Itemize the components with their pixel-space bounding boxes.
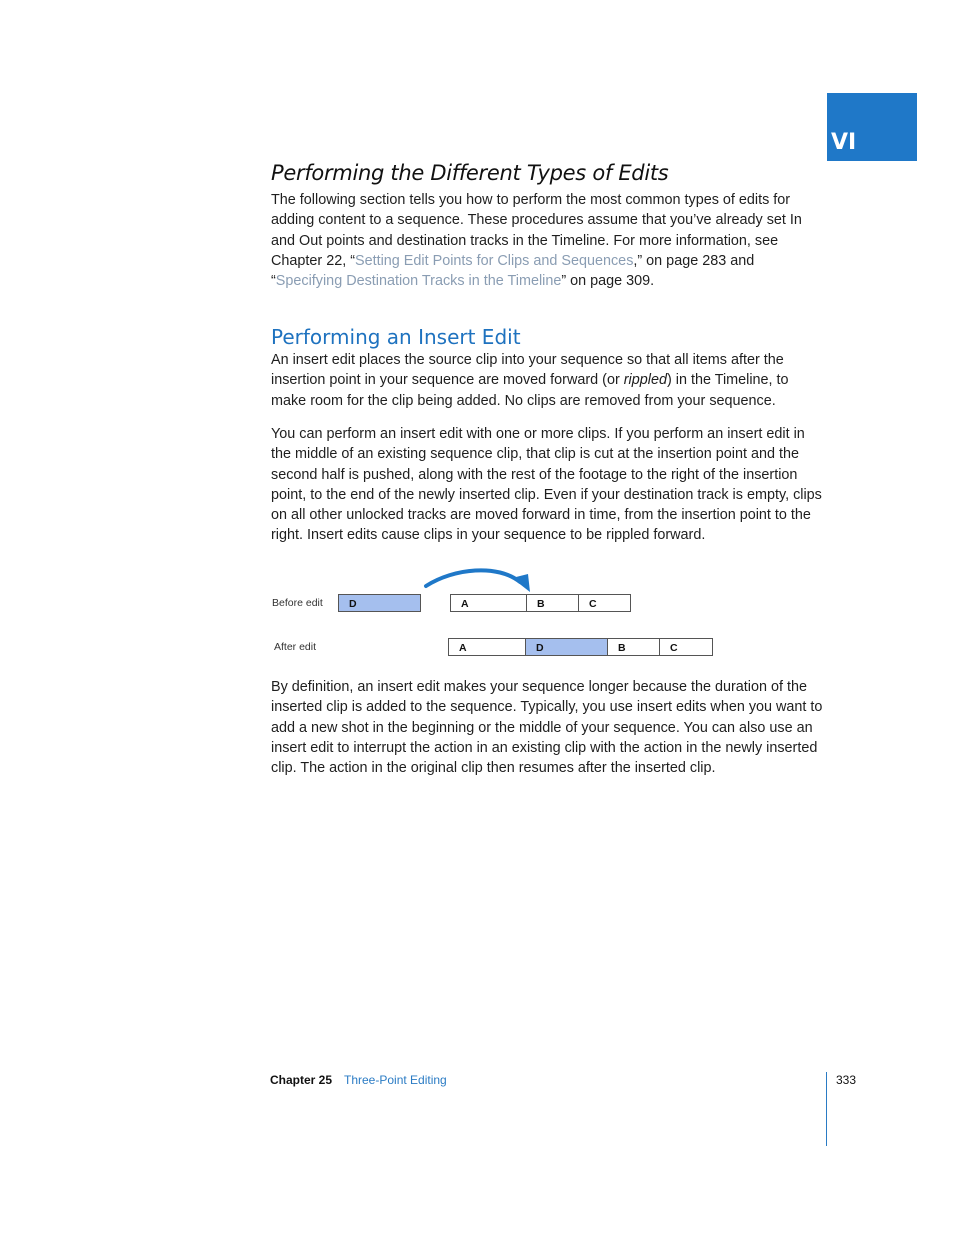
p1-text-1: An insert edit places the source clip into your sequence so that all items after the insertion point in your sequence are moved forward (or xyxy=(271,352,784,389)
footer-divider xyxy=(826,1072,827,1146)
after-clip-a xyxy=(448,638,526,656)
insert-edit-paragraph-2 xyxy=(271,424,826,546)
before-clip-a xyxy=(450,594,527,612)
after-inserted-clip-d xyxy=(525,638,608,656)
clip-label: D xyxy=(536,642,544,654)
insert-edit-diagram xyxy=(260,560,740,665)
before-edit-label: Before edit xyxy=(272,597,323,609)
link-specifying-destination-tracks[interactable]: Specifying Destination Tracks in the Timeline xyxy=(275,273,562,290)
paragraph-text xyxy=(271,350,826,411)
clip-label: B xyxy=(537,598,545,610)
page-number: 333 xyxy=(836,1073,857,1087)
footer-chapter-title-link[interactable]: Three-Point Editing xyxy=(344,1073,447,1087)
intro-text-3: ” on page 309. xyxy=(561,273,655,290)
clip-label: A xyxy=(461,598,469,610)
intro-text-2: ,” on page 283 and “ xyxy=(271,252,755,290)
subsection-title: Performing an Insert Edit xyxy=(271,325,521,349)
after-clip-b xyxy=(607,638,660,656)
paragraph-text: You can perform an insert edit with one or more clips. If you perform an insert edit in the middle of an existing sequence clip, that clip is cut at the insertion point and the second half is pushed, along with the rest of the footage to the right of the insertion point, to the end of the newly inserted clip. Even if your destination track is empty, clips on all other unlocked tracks are moved forward in time, from the insertion point to the right. Insert edits cause clips in your sequence to be rippled forward. xyxy=(271,426,822,544)
part-tab xyxy=(827,93,917,161)
clip-label: B xyxy=(618,642,626,654)
before-source-clip-d xyxy=(338,594,421,612)
clip-label: C xyxy=(589,598,597,610)
before-clip-b xyxy=(526,594,579,612)
paragraph-text: By definition, an insert edit makes your sequence longer because the duration of the inserted clip is added to the sequence. Typically, you use insert edits when you want to add a new shot in the beginning or the middle of your sequence. You can also use an insert edit to interrupt the action in an existing clip with the action in the newly inserted clip. The action in the original clip then resumes after the inserted clip. xyxy=(271,679,823,777)
ripple-arrow-icon xyxy=(420,562,540,596)
clip-label: C xyxy=(670,642,678,654)
clip-label: A xyxy=(459,642,467,654)
section-title: Performing the Different Types of Edits xyxy=(271,161,669,185)
link-setting-edit-points[interactable]: Setting Edit Points for Clips and Sequences xyxy=(355,252,634,269)
insert-edit-paragraph-1 xyxy=(271,350,826,411)
after-edit-label: After edit xyxy=(274,641,317,653)
intro-paragraph xyxy=(271,190,826,291)
insert-edit-paragraph-3 xyxy=(271,677,826,778)
intro-text-1: The following section tells you how to perform the most common types of edits for adding content to a sequence. These procedures assume that you’ve already set In and Out points and destination tracks in the Timeline. For more information, see Chapter 22, “ xyxy=(271,192,802,269)
clip-label: D xyxy=(349,598,357,610)
footer-chapter: Chapter 25 xyxy=(270,1073,333,1087)
after-clip-c xyxy=(659,638,713,656)
section-intro xyxy=(271,190,826,291)
p1-text-2: ) in the Timeline, to make room for the clip being added. No clips are removed from your sequence. xyxy=(271,372,789,409)
part-tab-label: VI xyxy=(831,130,857,155)
before-clip-c xyxy=(578,594,631,612)
p1-emphasis: rippled xyxy=(623,372,667,389)
